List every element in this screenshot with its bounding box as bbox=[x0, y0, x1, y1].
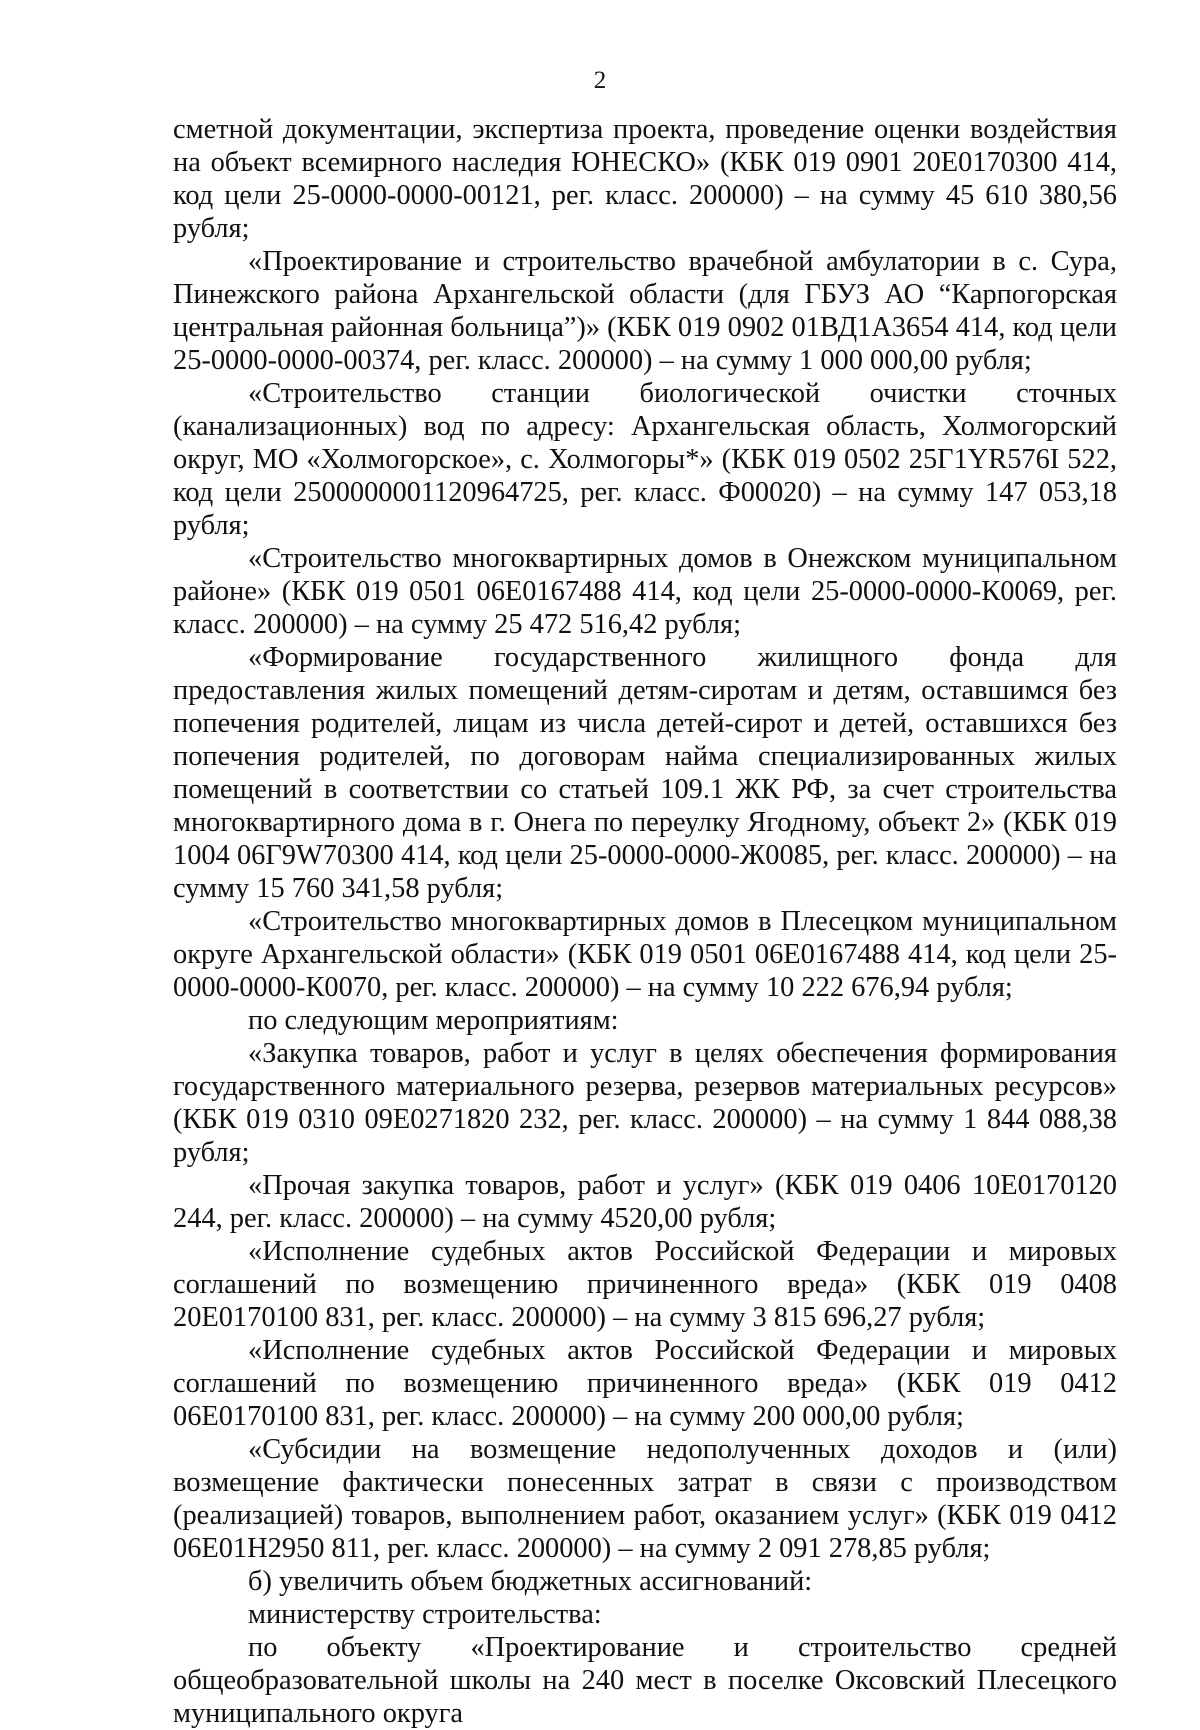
paragraph-9: «Прочая закупка товаров, работ и услуг» (КБК 019 0406 10Е0170120 244, рег. класс. 200000) – на сумму 4520,00 рубля; bbox=[173, 1170, 1117, 1234]
paragraph-12: «Субсидии на возмещение недополученных доходов и (или) возмещение фактически понесенных затрат в связи с производством (реализацией) товаров, выполнением работ, оказанием услуг» (КБК 019 0412 06Е01Н2950 811, рег. класс. 200000) – на сумму 2 091 278,85 рубля; bbox=[173, 1434, 1117, 1564]
paragraph-10: «Исполнение судебных актов Российской Федерации и мировых соглашений по возмещению причиненного вреда» (КБК 019 0408 20Е0170100 831, рег. класс. 200000) – на сумму 3 815 696,27 рубля; bbox=[173, 1236, 1117, 1333]
paragraph-7: по следующим мероприятиям: bbox=[248, 1005, 619, 1036]
paragraph-13: б) увеличить объем бюджетных ассигнований: bbox=[248, 1566, 813, 1597]
paragraph-8: «Закупка товаров, работ и услуг в целях обеспечения формирования государственного материального резерва, резервов материальных ресурсов» (КБК 019 0310 09Е0271820 232, рег. класс. 200000) – на сумму 1 844 088,38 рубля; bbox=[173, 1038, 1117, 1168]
page-number: 2 bbox=[593, 67, 607, 94]
paragraph-14: министерству строительства: bbox=[248, 1599, 602, 1630]
paragraph-6: «Строительство многоквартирных домов в Плесецком муниципальном округе Архангельской области» (КБК 019 0501 06Е0167488 414, код цели 25-0000-0000-К0070, рег. класс. 200000) – на сумму 10 222 676,94 рубля; bbox=[173, 906, 1117, 1003]
paragraph-3: «Строительство станции биологической очистки сточных (канализационных) вод по адресу: Архангельская область, Холмогорский округ, МО «Холмогорское», с. Холмогоры*» (КБК 019 0502 25Г1YR576I 522, код цели 2500000001120964725, рег. класс. Ф00020) – на сумму 147 053,18 рубля; bbox=[173, 378, 1117, 541]
paragraph-15: по объекту «Проектирование и строительство средней общеобразовательной школы на 240 мест в поселке Оксовский Плесецкого муниципального округа bbox=[173, 1632, 1117, 1729]
paragraph-4: «Строительство многоквартирных домов в Онежском муниципальном районе» (КБК 019 0501 06Е0167488 414, код цели 25-0000-0000-К0069, рег. класс. 200000) – на сумму 25 472 516,42 рубля; bbox=[173, 543, 1117, 640]
paragraph-5: «Формирование государственного жилищного фонда для предоставления жилых помещений детям-сиротам и детям, оставшимся без попечения родителей, лицам из числа детей-сирот и детей, оставшихся без попечения родителей, по договорам найма специализированных жилых помещений в соответствии со статьей 109.1 ЖК РФ, за счет строительства многоквартирного дома в г. Онега по переулку Ягодному, объект 2» (КБК 019 1004 06Г9W70300 414, код цели 25-0000-0000-Ж0085, рег. класс. 200000) – на сумму 15 760 341,58 рубля; bbox=[173, 642, 1117, 904]
paragraph-11: «Исполнение судебных актов Российской Федерации и мировых соглашений по возмещению причиненного вреда» (КБК 019 0412 06Е0170100 831, рег. класс. 200000) – на сумму 200 000,00 рубля; bbox=[173, 1335, 1117, 1432]
paragraph-2: «Проектирование и строительство врачебной амбулатории в с. Сура, Пинежского района Архангельской области (для ГБУЗ АО “Карпогорская центральная районная больница”)» (КБК 019 0902 01ВД1А3654 414, код цели 25-0000-0000-00374, рег. класс. 200000) – на сумму 1 000 000,00 рубля; bbox=[173, 246, 1117, 376]
paragraph-1: сметной документации, экспертиза проекта, проведение оценки воздействия на объект всемирного наследия ЮНЕСКО» (КБК 019 0901 20Е0170300 414, код цели 25-0000-0000-00121, рег. класс. 200000) – на сумму 45 610 380,56 рубля; bbox=[173, 114, 1117, 244]
document-body bbox=[173, 113, 1117, 1730]
